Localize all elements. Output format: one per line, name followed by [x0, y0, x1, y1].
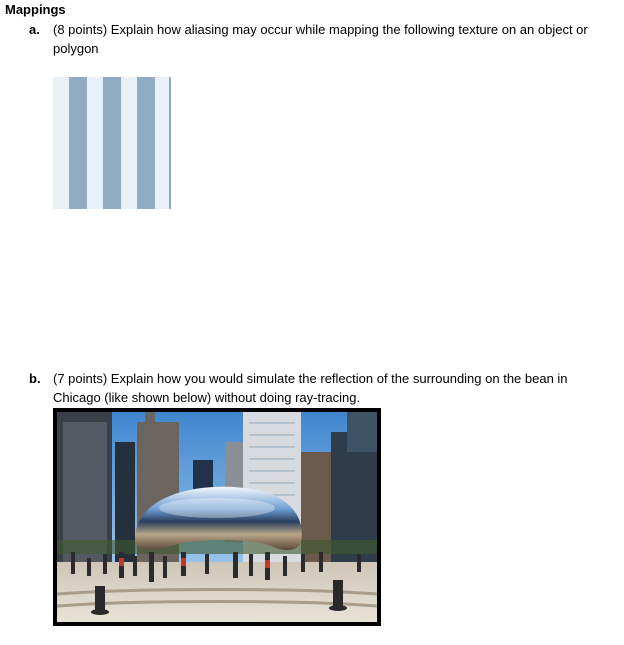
texture-stripe-light [87, 77, 103, 209]
question-b-marker: b. [29, 371, 41, 386]
question-b-text: (7 points) Explain how you would simulate the reflection of the surrounding on the bean in Chicago (like shown below) without doing ray-tracing. [53, 371, 568, 405]
question-a-marker: a. [29, 22, 40, 37]
texture-stripe-dark [103, 77, 121, 209]
texture-stripe-light [53, 77, 69, 209]
stripe-texture-image [53, 77, 185, 209]
texture-stripe-dark [137, 77, 155, 209]
texture-stripe-dark [169, 77, 171, 209]
texture-stripe-dark [69, 77, 87, 209]
texture-stripe-light [121, 77, 137, 209]
section-title: Mappings [5, 2, 66, 17]
texture-stripe-light [155, 77, 169, 209]
bean-sculpture-photo [57, 412, 377, 622]
question-a-text: (8 points) Explain how aliasing may occur while mapping the following texture on an object or polygon [53, 22, 588, 56]
bean-photo-frame [53, 408, 381, 626]
